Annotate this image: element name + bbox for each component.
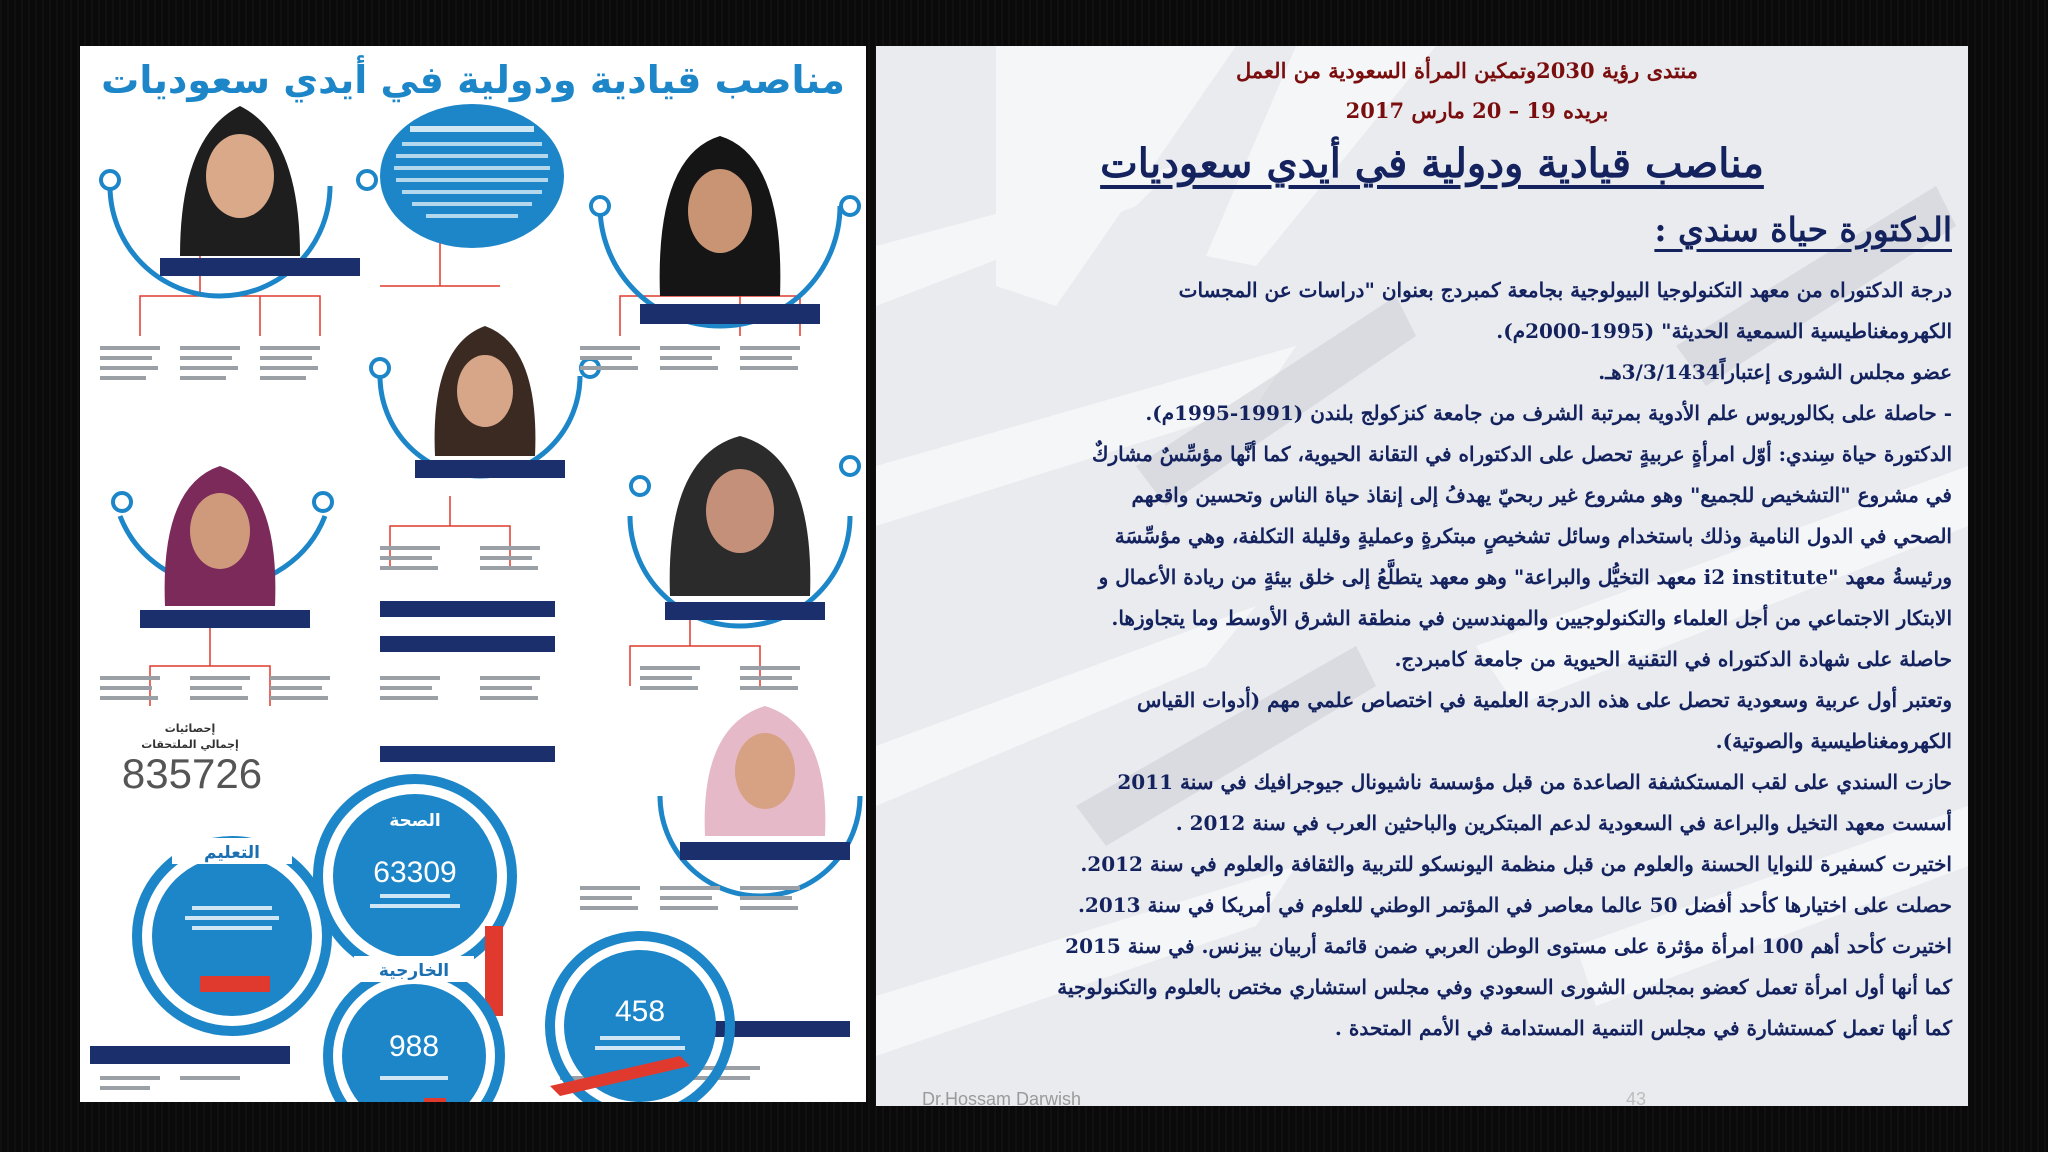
foreign-affairs-bubble — [328, 956, 500, 1102]
bio-line: الصحي في الدول النامية وذلك باستخدام وسائل تشخيصٍ مبتكرةٍ وعمليةٍ وقليلة التكلفة، وهي مؤسِّسَة — [1114, 524, 1952, 548]
forum-date: بريده 19 – 20 مارس 2017 — [1345, 98, 1609, 123]
bio-line: كما أنها أول امرأة تعمل كعضو بمجلس الشورى السعودي وفي مجلس استشاري مختص بالعلوم والتكنولوجية — [1057, 975, 1952, 999]
stats-heading: إحصائيات — [164, 722, 216, 735]
portrait-right-lower — [660, 706, 860, 896]
bio-line: في مشروع "التشخيص للجميع" وهو مشروع غير ربحيّ يهدفُ إلى إنقاذ حياة الناس وتحسين واقعهم — [1131, 483, 1952, 507]
bio-line: الابتكار الاجتماعي من أجل العلماء والتكنولوجيين والمهندسين في منطقة الشرق الأوسط وما يتجاوزها. — [1111, 606, 1952, 630]
bio-line: ورئيسةُ معهد "i2 institute معهد التخيُّل والبراعة" وهو معهد يتطلَّعُ إلى خلق بيئةٍ من ريادة الأعمال و — [1098, 565, 1952, 589]
bio-line: حازت السندي على لقب المستكشفة الصاعدة من قبل مؤسسة ناشيونال جيوجرافيك في سنة 2011 — [1117, 770, 1952, 794]
bio-line: أسست معهد التخيل والبراعة في السعودية لدعم المبتكرين والباحثين العرب في سنة 2012 . — [1175, 811, 1952, 835]
intro-bubble — [380, 104, 564, 248]
bio-line: الدكتورة حياة سِندي: أوّل امرأةٍ عربيةٍ تحصل على الدكتوراه في التقانة الحيوية، كما أنَّها مؤسِّسٌ مشاركٌ — [1091, 442, 1952, 466]
bio-line: درجة الدكتوراه من معهد التكنولوجيا البيولوجية بجامعة كمبردج بعنوان "دراسات عن المجسات — [1178, 278, 1952, 302]
person-name-heading: الدكتورة حياة سندي : — [1654, 210, 1952, 249]
slide — [876, 46, 1968, 1106]
portrait-top-right — [591, 136, 859, 326]
foreign-value: 988 — [388, 1030, 440, 1063]
band — [380, 601, 555, 617]
bio-line: حاصلة على شهادة الدكتوراه في التقنية الحيوية من جامعة كامبردج. — [1394, 647, 1952, 671]
page-number: 43 — [1626, 1089, 1647, 1106]
portrait-right-middle — [630, 436, 859, 626]
footer-author: Dr.Hossam Darwish — [922, 1089, 1082, 1106]
bio-line: الكهرومغناطيسية السمعية الحديثة" (1995-2000م). — [1496, 319, 1952, 343]
band — [380, 746, 555, 762]
total-value: 835726 — [121, 750, 263, 797]
education-bubble — [137, 838, 327, 1031]
total-label: إجمالي الملتحقات — [141, 738, 239, 751]
bio-line: حصلت على اختيارها كأحد أفضل 50 عالما معاصر في المؤتمر الوطني للعلوم في أمريكا في سنة 2013. — [1077, 893, 1952, 917]
health-value: 63309 — [373, 856, 457, 889]
portrait-left-middle — [113, 466, 332, 628]
bio-line: وتعتبر أول عربية وسعودية تحصل على هذه الدرجة العلمية في اختصاص علمي مهم (أدوات القياس — [1136, 688, 1952, 712]
portrait-middle — [371, 326, 599, 478]
slide-title: مناصب قيادية ودولية في أيدي سعوديات — [1100, 140, 1764, 187]
foreign-label: الخارجية — [378, 961, 450, 981]
bio-line: كما أنها تعمل كمستشارة في مجلس التنمية المستدامة في الأمم المتحدة . — [1334, 1016, 1952, 1040]
bio-line: الكهرومغناطيسية والصوتية). — [1715, 729, 1952, 753]
infographic-image — [80, 46, 866, 1102]
health-label: الصحة — [389, 811, 441, 831]
bio-line: اختيرت كسفيرة للنوايا الحسنة والعلوم من قبل منظمة اليونسكو للتربية والثقافة والعلوم في سنة 2012. — [1080, 852, 1952, 876]
portrait-top-left — [101, 106, 376, 296]
infographic-title: مناصب قيادية ودولية في أيدي سعوديات — [101, 58, 845, 102]
bio-text — [882, 270, 1952, 1049]
bio-line: عضو مجلس الشورى إعتباراً3/3/1434هـ. — [1598, 360, 1952, 384]
band — [380, 636, 555, 652]
bio-line: - حاصلة على بكالوريوس علم الأدوية بمرتبة الشرف من جامعة كنزكولج بلندن (1991-1995م). — [1145, 401, 1952, 425]
security-value: 458 — [614, 995, 666, 1028]
education-label: التعليم — [204, 843, 260, 863]
band — [90, 1046, 290, 1064]
bio-line: اختيرت كأحد أهم 100 امرأة مؤثرة على مستوى الوطن العربي ضمن قائمة أربيان بيزنس. في سنة 2015 — [1065, 934, 1952, 958]
infographic-artwork — [80, 46, 866, 1102]
forum-title: منتدى رؤية 2030وتمكين المرأة السعودية من العمل — [1236, 58, 1698, 83]
